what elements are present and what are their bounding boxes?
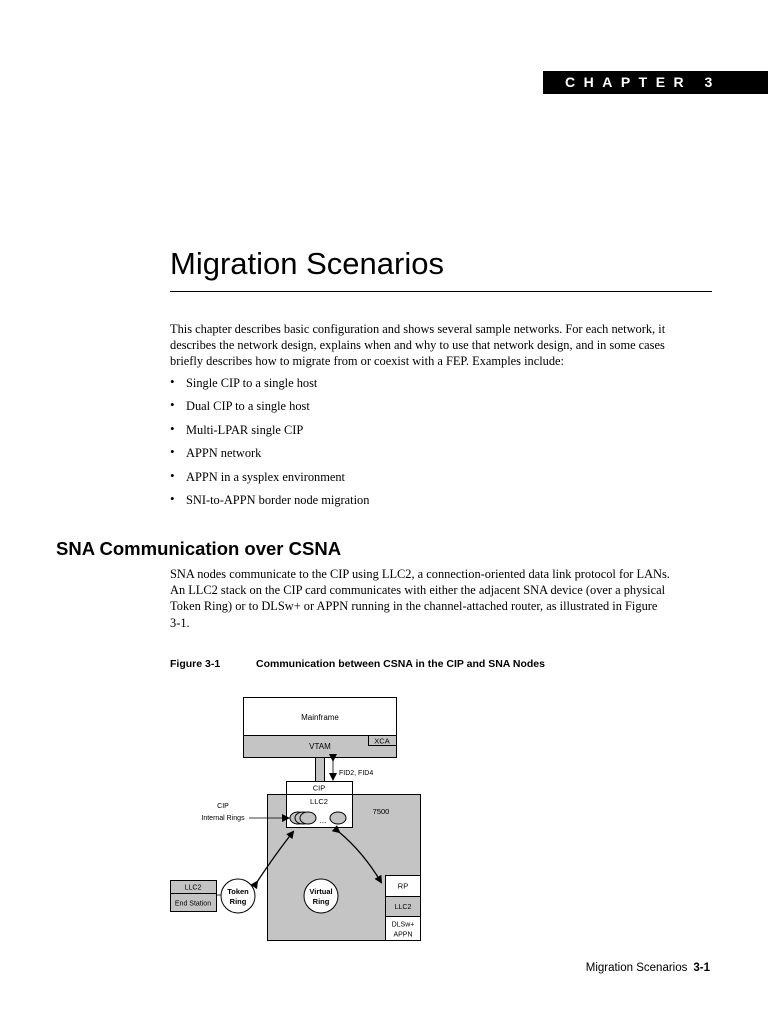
- section-paragraph: SNA nodes communicate to the CIP using LLC2, a connection-oriented data link protocol for LANs. An LLC2 stack on the CIP card communicates with either the adjacent SNA device (over a physical Token Ring) or to DLSw+ or APPN running in the channel-attached router, as illustrated in Figure 3-1.: [170, 567, 670, 630]
- cip-rings-label: CIP: [217, 803, 229, 810]
- ring-ellipsis: ...: [319, 816, 327, 825]
- bullet-icon: •: [170, 374, 175, 389]
- list-item: • Dual CIP to a single host: [170, 397, 310, 414]
- vtam-label: VTAM: [309, 742, 331, 751]
- end-station-label: End Station: [174, 900, 212, 908]
- title-rule: [170, 291, 712, 292]
- section-heading: SNA Communication over CSNA: [56, 538, 342, 559]
- bullet-icon: •: [170, 397, 175, 413]
- virtual-ring-label: Ring: [312, 897, 330, 906]
- page-number: 3-1: [693, 962, 710, 974]
- list-item: • Single CIP to a single host: [170, 374, 318, 390]
- cip-rings-label: Internal Rings: [201, 815, 245, 822]
- bullet-icon: •: [170, 444, 175, 460]
- channel-link: [316, 758, 325, 782]
- list-item: • APPN network: [170, 444, 262, 461]
- bullet-icon: •: [170, 420, 175, 436]
- token-ring-icon: [221, 879, 255, 913]
- mainframe-label: Mainframe: [301, 713, 339, 722]
- internal-ring-icon: [300, 812, 316, 824]
- rp-llc2-label: LLC2: [394, 904, 412, 911]
- fid-label: FID2, FID4: [339, 770, 374, 777]
- list-item: • APPN in a sysplex environment: [170, 467, 346, 484]
- rp-label: RP: [397, 881, 409, 891]
- token-ring-label: Ring: [229, 897, 247, 906]
- xca-label: XCA: [374, 736, 390, 746]
- virtual-ring-icon: [304, 879, 338, 913]
- intro-paragraph: This chapter describes basic configuration and shows several sample networks. For each network, it describes the network design, explains when and why to use that network design, and in some cases briefly describes how to migrate from or coexist with a FEP. Examples include:: [170, 322, 666, 369]
- list-item: • SNI-to-APPN border node migration: [170, 490, 370, 507]
- virtual-ring-label: Virtual: [309, 887, 333, 896]
- end-station-llc2-label: LLC2: [184, 884, 202, 892]
- token-ring-label: Token: [227, 887, 249, 896]
- appn-label: APPN: [393, 931, 413, 939]
- router-7500-label: 7500: [372, 807, 390, 816]
- figure-title: Communication between CSNA in the CIP and SNA Nodes: [256, 658, 545, 670]
- bullet-icon: •: [170, 490, 175, 506]
- cip-label: CIP: [312, 783, 326, 793]
- bullet-icon: •: [170, 467, 175, 483]
- example-list: [170, 375, 369, 515]
- footer-chapter-title: Migration Scenarios: [585, 962, 688, 974]
- page-footer: [586, 962, 710, 974]
- internal-ring-icon: [330, 812, 346, 824]
- chapter-banner: CHAPTER 3: [543, 71, 768, 94]
- figure-number: Figure 3-1: [170, 658, 221, 670]
- dlsw-label: DLSw+: [391, 921, 415, 929]
- figure-caption: [170, 658, 545, 670]
- cip-llc2-label: LLC2: [310, 797, 328, 806]
- list-item: • Multi-LPAR single CIP: [170, 420, 304, 437]
- page-title: Migration Scenarios: [170, 246, 444, 281]
- network-diagram: [165, 690, 435, 950]
